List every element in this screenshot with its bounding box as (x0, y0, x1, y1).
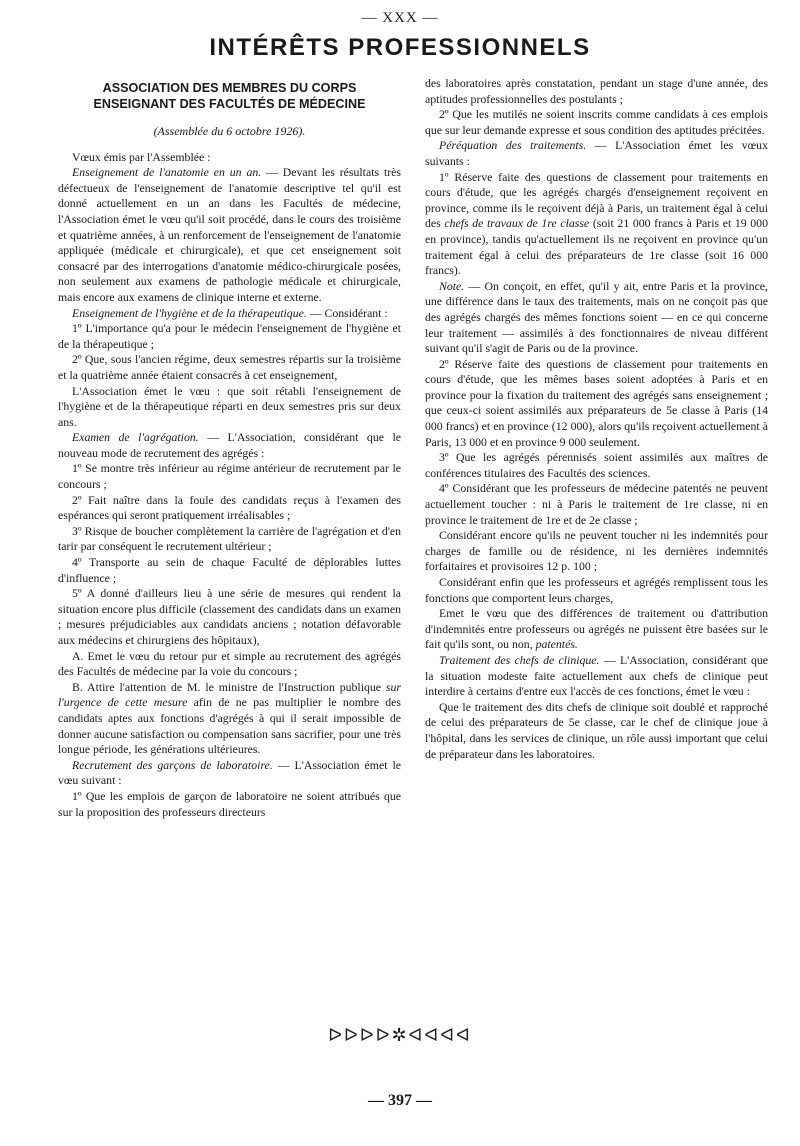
paragraph (58, 680, 401, 758)
paragraph-text: — L'Association émet le vœu suivant : (58, 757, 401, 788)
paragraph (425, 653, 768, 700)
paragraph-text: — L'Association, considérant que la situation modeste faite actuellement aux chefs de clinique peut interdire à certains d'entre eux l'accès de ces fonctions, émet le vœu : (425, 652, 768, 699)
paragraph-text: — L'Association émet les vœux suivants : (425, 138, 768, 168)
paragraph-heading: Péréquation des traitements. (439, 138, 587, 153)
paragraph-text: 1º Réserve faite des questions de classement pour traitements en cours d'étude, que les agrégés chargés d'enseignement reçoivent en province, comme ils le reçoivent déjà à Paris, un traitement égal à celui des (425, 169, 768, 231)
running-head: — XXX — (361, 10, 439, 26)
paragraph: 1º Se montre très inférieur au régime antérieur de recrutement par le concours ; (58, 461, 401, 492)
paragraph: 3º Risque de boucher complètement la carrière de l'agrégation et d'en tarir par conséquent le recrutement ultérieur ; (58, 523, 401, 554)
paragraph (425, 138, 768, 169)
paragraph: 4º Transporte au sein de chaque Faculté de déplorables luttes d'influence ; (58, 555, 401, 585)
article-subtitle: (Assemblée du 6 octobre 1926). (153, 124, 306, 138)
article-title (58, 80, 401, 112)
paragraph-text: — L'Association, considérant que le nouveau mode de recrutement des agrégés : (58, 430, 401, 460)
article-title-line1: ASSOCIATION DES MEMBRES DU CORPS (102, 81, 357, 95)
paragraph: 2º Que, sous l'ancien régime, deux semestres répartis sur la troisième et la quatrième année étaient consacrés à cet enseignement, (58, 352, 401, 382)
paragraph-heading: Enseignement de l'hygiène et de la thérapeutique. (72, 305, 307, 320)
paragraph (425, 606, 768, 653)
paragraph-heading: Recrutement des garçons de laboratoire. (72, 757, 273, 772)
paragraph: Considérant enfin que les professeurs et agrégés remplissent tous les fonctions que comportent leurs charges, (425, 575, 768, 605)
paragraph: 2º Que les mutilés ne soient inscrits comme candidats à ces emplois que sur leur demande expresse et sous condition des aptitudes précitées. (425, 107, 768, 137)
paragraph-emphasis: sur l'urgence de cette mesure (58, 679, 401, 710)
article-title-line2: ENSEIGNANT DES FACULTÉS DE MÉDECINE (93, 97, 366, 111)
paragraph-text: Emet le vœu que des différences de traitement ou d'attribution d'indemnités entre professeurs ou agrégés ne puissent être basées sur le fait qu'ils sont, ou non, (425, 606, 768, 652)
paragraph: des laboratoires après constatation, pendant un stage d'une année, des aptitudes professionnelles des postulants ; (425, 76, 768, 106)
right-column (425, 76, 768, 1016)
paragraph-heading: Examen de l'agrégation. (72, 430, 199, 445)
paragraph: Que le traitement des dits chefs de clinique soit doublé et rapproché de celui des préparateurs de 5e classe, car le chef de clinique joue à l'hôpital, dans les services de clinique, un rôle aussi important que celui de préparateur dans les laboratoires. (425, 699, 768, 761)
paragraph: 1º Que les emplois de garçon de laboratoire ne soient attribués que sur la proposition des professeurs directeurs (58, 788, 401, 819)
paragraph-heading: Note. (439, 278, 465, 293)
paragraph-emphasis: chefs de travaux de 1re classe (444, 216, 590, 231)
left-column (58, 76, 401, 1016)
section-title: INTÉRÊTS PROFESSIONNELS (209, 34, 591, 61)
paragraph-text: — Considérant : (306, 305, 388, 320)
paragraph: A. Emet le vœu du retour pur et simple au recrutement des agrégés des Facultés de médecine par la voie du concours ; (58, 648, 401, 679)
paragraph-heading: Enseignement de l'anatomie en un an. (72, 165, 262, 180)
paragraph (58, 430, 401, 461)
paragraph: 5º A donné d'ailleurs lieu à une série de mesures qui rendent la situation encore plus difficile (classement des candidats dans un examen ; mesures préjudiciables aux candidats anciens ; notation défavorable aux médecins et chirurgiens des hôpitaux), (58, 586, 401, 647)
paragraph: 4º Considérant que les professeurs de médecine patentés ne peuvent actuellement toucher : ni à Paris le traitement de 1re classe, ni en province le traitement de 1re et de 2e classe ; (425, 481, 768, 527)
paragraph: Vœux émis par l'Assemblée : (72, 149, 211, 164)
paragraph: 2º Fait naître dans la foule des candidats reçus à l'examen des espérances qui seront pratiquement irréalisables ; (58, 492, 401, 523)
paragraph-text: afin de ne pas multiplier le nombre des candidats aptes aux fonctions d'agrégés à qui il serait impossible de donner aucune satisfaction ou compensation sans sacrifier, pour une très longue période, les générations ultérieures. (58, 695, 401, 757)
ornament-divider: ᐅᐅᐅᐅ✲ᐊᐊᐊᐊ (328, 1025, 472, 1045)
paragraph (58, 758, 401, 789)
paragraph (425, 170, 768, 279)
paragraph-text: B. Attire l'attention de M. le ministre de l'Instruction publique (72, 679, 386, 694)
paragraph-emphasis: patentés. (535, 637, 578, 652)
paragraph-text: (soit 21 000 francs à Paris et 19 000 en province), tandis qu'actuellement ils ne reçoivent en province qu'un traitement égal à celui des préparateurs de 1re classe (soit 16 000 francs). (425, 216, 768, 278)
article-body (58, 76, 768, 1016)
paragraph-text: — Devant les résultats très défectueux de l'enseignement de l'anatomie descriptive tel qu'il est donné actuellement en un an dans les Facultés de médecine, l'Association émet le vœu qu'il soit procédé, dans le cours des troisième et quatrième années, à un renforcement de l'enseignement de l'anatomie appliquée (médicale et chirurgicale), et que cet enseignement soit consacré par des interrogations d'anatomie médico-chirurgicale posées, non seulement aux examens de pathologie médicale et chirurgicale, mais encore aux examens de clinique interne et externe. (58, 165, 401, 304)
paragraph: Considérant encore qu'ils ne peuvent toucher ni les indemnités pour charges de famille ou de résidence, ni les dernières indemnités forfaitaires et provisoires 12 p. 100 ; (425, 528, 768, 574)
paragraph (425, 279, 768, 357)
paragraph: 3º Que les agrégés pérennisés soient assimilés aux maîtres de conférences titulaires des Facultés des sciences. (425, 450, 768, 480)
page-number: — 397 — (368, 1092, 432, 1109)
paragraph (58, 306, 401, 322)
paragraph (58, 165, 401, 305)
paragraph: L'Association émet le vœu : que soit rétabli l'enseignement de l'hygiène et de la thérapeutique réparti en deux semestres pris sur deux ans. (58, 383, 401, 429)
paragraph: 1º L'importance qu'a pour le médecin l'enseignement de l'hygiène et de la thérapeutique ; (58, 321, 401, 351)
paragraph-heading: Traitement des chefs de clinique. (439, 652, 600, 667)
paragraph: 2º Réserve faite des questions de classement pour traitements en cours d'étude, que les mêmes bases soient adoptées à Paris et en province pour la fixation du traitement des agrégés sans enseignement ; que ceux-ci soient assimilés aux préparateurs de 5e classe à Paris (14 000 francs) et en province (12 000), alors qu'ils reçoivent actuellement à Paris, 13 000 et en province 9 000 seulement. (425, 356, 768, 449)
paragraph-text: — On conçoit, en effet, qu'il y ait, entre Paris et la province, une différence dans le taux des traitements, mais on ne conçoit pas que des agrégés chargés des mêmes fonctions soient — en ce qui concerne leur traitement — assimilés à des fonctionnaires de niveau différent suivant qu'il s'agit de Paris ou de la province. (425, 278, 768, 356)
